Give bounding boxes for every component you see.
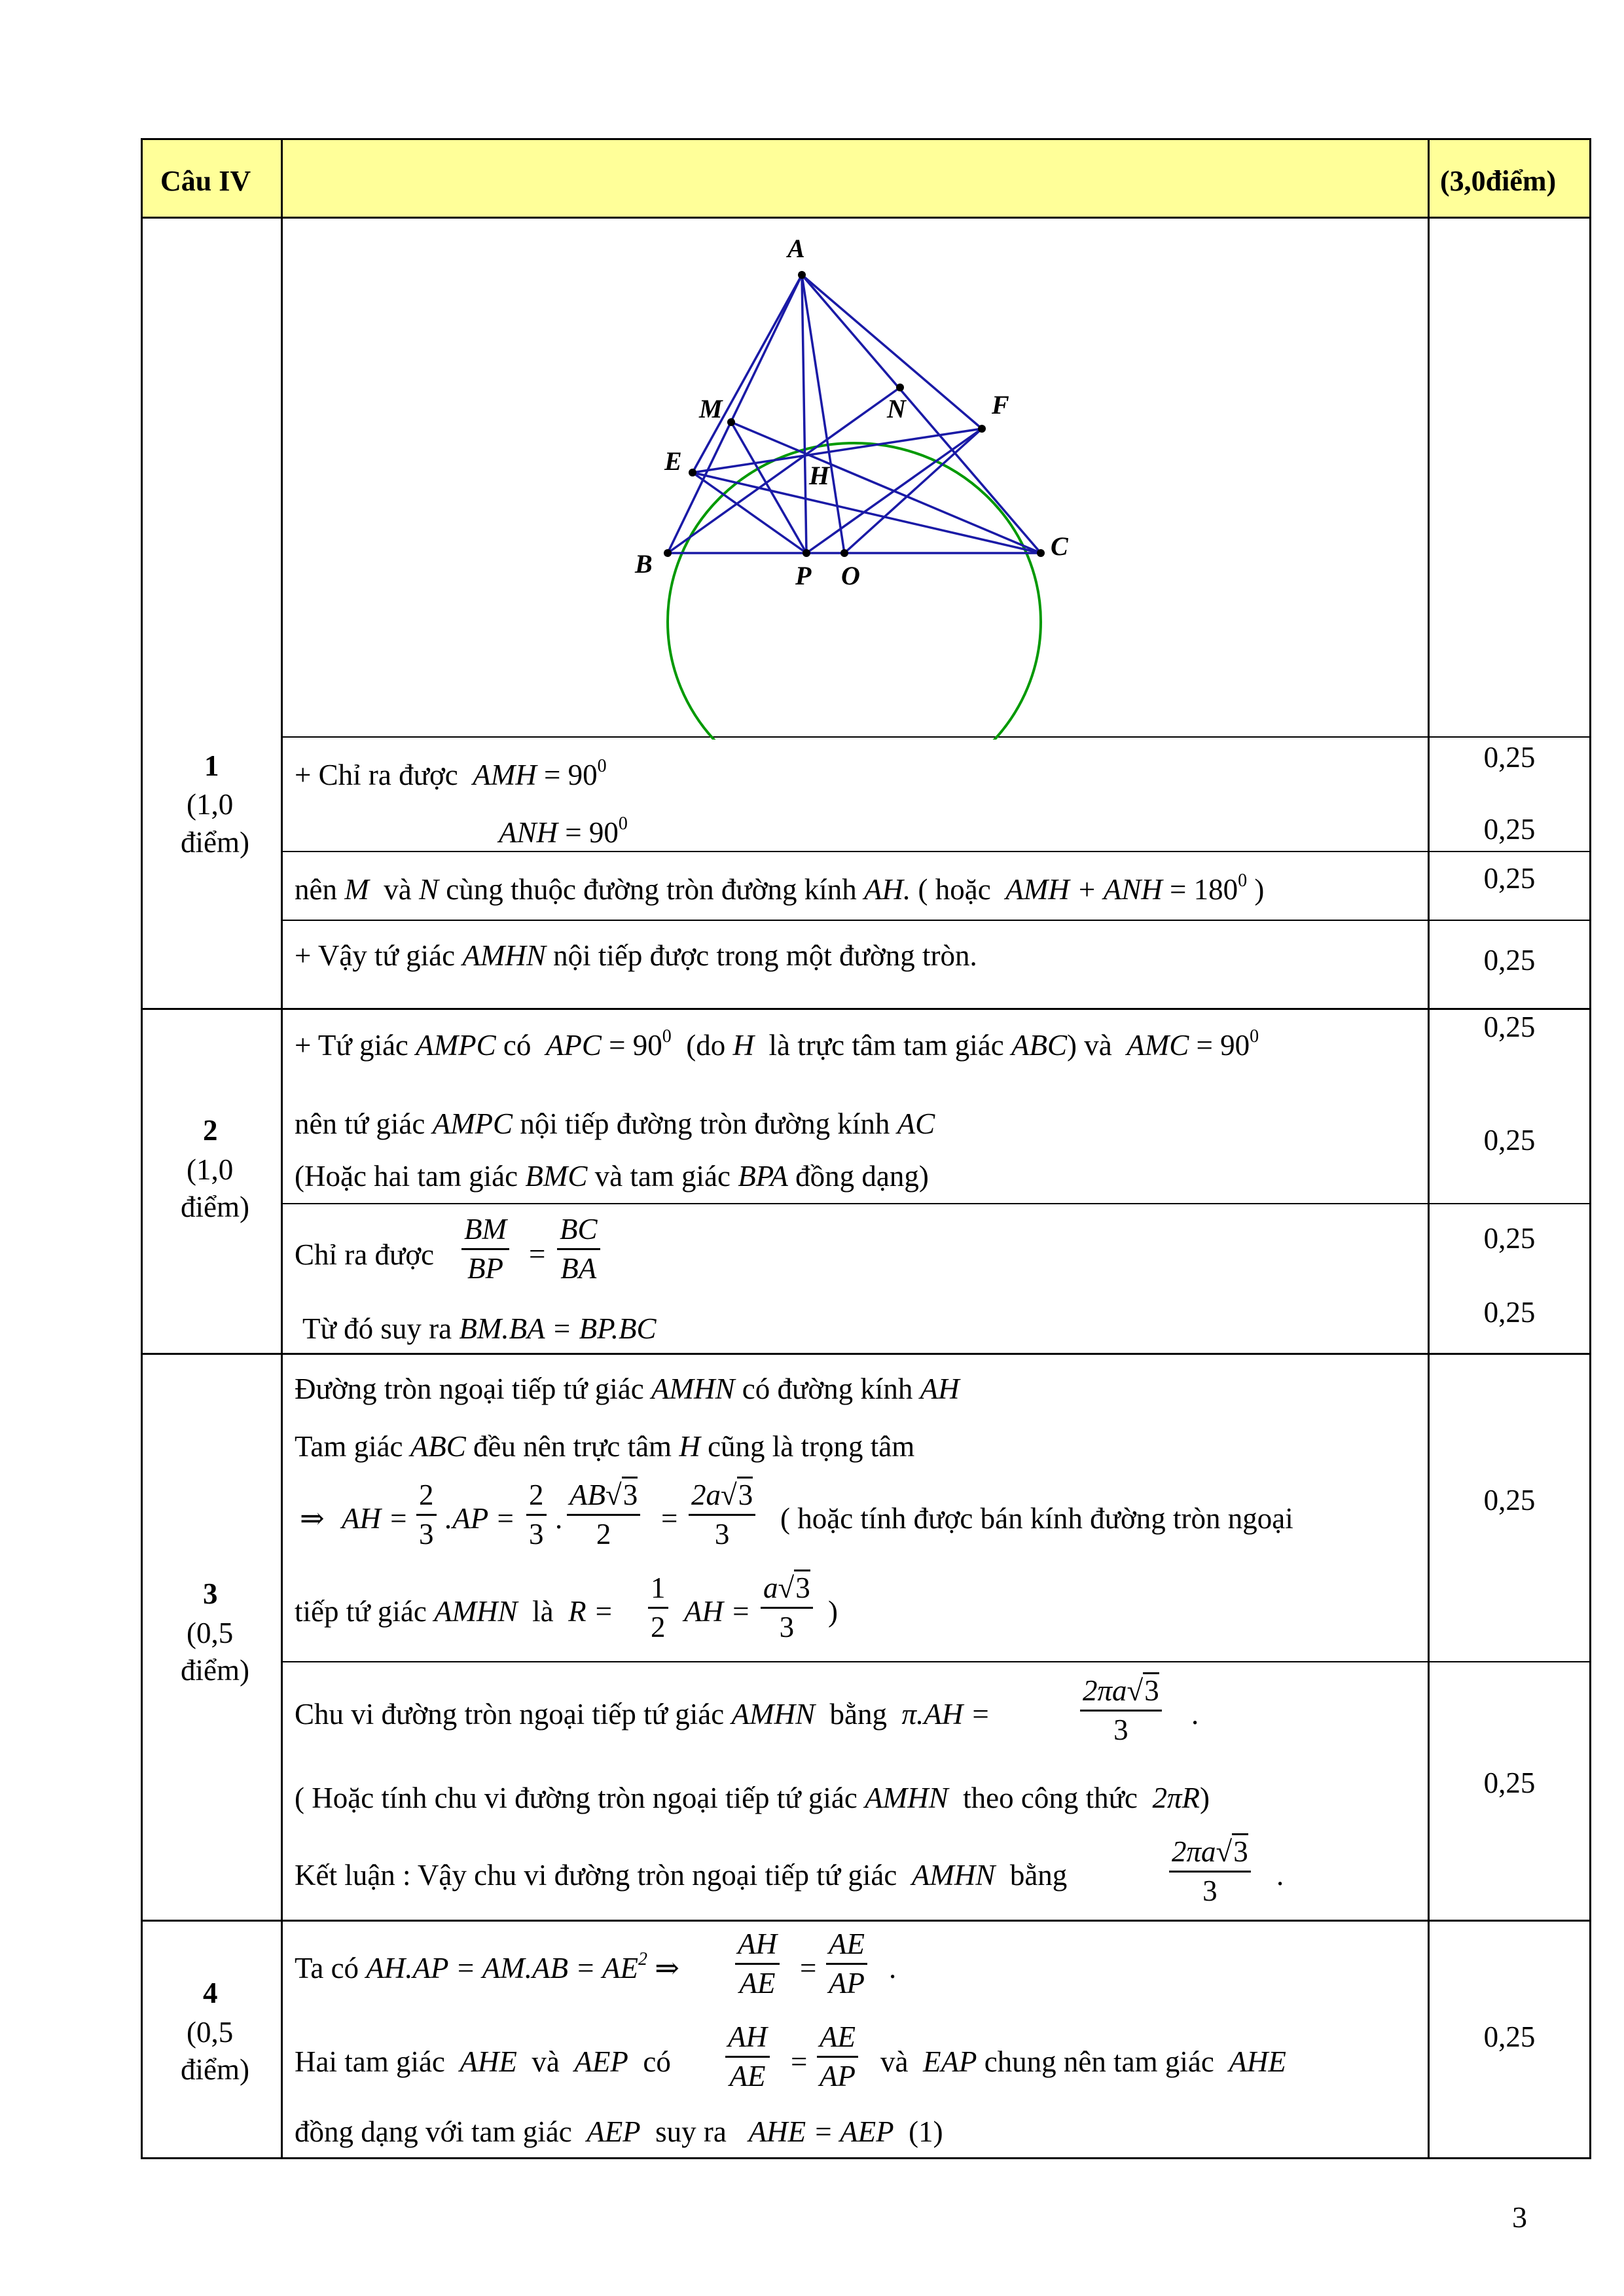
part3-line7: Kết luận : Vậy chu vi đường tròn ngoại tiếp tứ giác AMHN bằng [295, 1859, 1068, 1892]
part3-line3-tail: ( hoặc tính được bán kính đường tròn ngoại [780, 1502, 1293, 1535]
part3-ah-eq-2: AH = [684, 1595, 751, 1628]
implies-arrow: ⇒ [300, 1502, 325, 1535]
part2-score-3: 0,25 [1483, 1222, 1536, 1255]
segment-EC [693, 473, 1041, 553]
part3-line5: Chu vi đường tròn ngoại tiếp tứ giác AMHN bằng π.AH = [295, 1698, 990, 1731]
column-divider-1 [281, 139, 283, 2159]
segment-AP [802, 275, 806, 553]
part3-frac-2a-sqrt3: 2a√3 3 [689, 1480, 755, 1549]
sub-divider-1a [281, 851, 1591, 852]
part3-line7-dot: . [1276, 1859, 1284, 1892]
part1-line3: nên M và N cùng thuộc đường tròn đường kính AH. ( hoặc AMH + ANH = $180^0$ ) [295, 870, 1265, 906]
sub-divider-3a [281, 1661, 1591, 1662]
part3-line4: tiếp tứ giác AMHN là R = [295, 1595, 614, 1628]
total-score: (3,0điểm) [1440, 165, 1557, 197]
part3-ap-eq: .AP = [445, 1502, 516, 1535]
part2-line5: Từ đó suy ra BM.BA = BP.BC [302, 1312, 657, 1345]
label-F: F [992, 390, 1009, 420]
part3-line5-dot: . [1191, 1698, 1199, 1731]
part4-frac-ah-ae: AH AE [735, 1929, 780, 1998]
part2-unit: điểm) [181, 1191, 249, 1223]
part1-line1: + Chỉ ra được AMH = $90^0$ [295, 756, 607, 791]
sub-divider-2a [281, 1203, 1591, 1204]
part3-frac-2-3-b: 2 3 [526, 1480, 547, 1549]
part1-score-1: 0,25 [1483, 741, 1536, 774]
part4-eq-2: = [791, 2045, 808, 2078]
part1-line2: ANH = $90^0$ [499, 814, 628, 849]
part4-number: 4 [203, 1977, 218, 2009]
row-divider-part3 [141, 1353, 1591, 1355]
part3-dot: . [555, 1502, 563, 1535]
part4-score-1: 0,25 [1483, 2020, 1536, 2053]
part3-unit: điểm) [181, 1654, 249, 1687]
part2-score-1: 0,25 [1483, 1011, 1536, 1043]
part3-frac-circumference-1: 2πa√3 3 [1080, 1676, 1162, 1745]
label-M: M [699, 394, 723, 423]
part1-points: (1,0 [187, 788, 234, 821]
part3-line4-close: ) [828, 1595, 838, 1628]
part4-line2-b: và EAP chung nên tam giác AHE [880, 2045, 1286, 2078]
part4-line3: đồng dạng với tam giác AEP suy ra AHE = AEP (1) [295, 2115, 943, 2148]
part3-line1: Đường tròn ngoại tiếp tứ giác AMHN có đường kính AH [295, 1372, 960, 1405]
part4-frac-ae-ap-2: AE AP [817, 2022, 858, 2091]
part1-score-3: 0,25 [1483, 862, 1536, 895]
part3-eq: = [661, 1502, 678, 1535]
part2-score-2: 0,25 [1483, 1124, 1536, 1157]
label-N: N [887, 394, 906, 423]
part4-unit: điểm) [181, 2053, 249, 2086]
table-border-top [141, 138, 1591, 140]
part2-line1: + Tứ giác AMPC có APC = $90^0$ (do H là trực tâm tam giác ABC) và AMC = $90^0$ [295, 1026, 1259, 1062]
part2-points: (1,0 [187, 1153, 234, 1186]
table-border-left [141, 139, 143, 2159]
segment-MP [731, 422, 806, 553]
label-E: E [664, 446, 682, 476]
label-A: A [787, 234, 805, 263]
label-C: C [1051, 531, 1068, 561]
part3-frac-ab-sqrt3: AB√3 2 [567, 1480, 640, 1549]
part3-ah-eq: AH = [342, 1502, 408, 1535]
geometry-figure [615, 229, 1113, 740]
part1-score-2: 0,25 [1483, 813, 1536, 846]
part3-score-1: 0,25 [1483, 1484, 1536, 1516]
part3-frac-1-2: 1 2 [648, 1573, 668, 1642]
part2-line4-label: Chỉ ra được [295, 1238, 435, 1271]
row-divider-header [141, 217, 1591, 219]
part3-frac-a-sqrt3: a√3 3 [761, 1573, 813, 1642]
part1-score-4: 0,25 [1483, 944, 1536, 977]
label-B: B [635, 549, 653, 579]
part2-score-4: 0,25 [1483, 1296, 1536, 1329]
part4-points: (0,5 [187, 2016, 234, 2049]
part4-line1-dot: . [889, 1952, 897, 1984]
part3-number: 3 [203, 1577, 218, 1610]
part2-eq: = [529, 1238, 546, 1270]
label-O: O [841, 561, 860, 590]
page-number: 3 [1512, 2200, 1527, 2234]
part3-line6: ( Hoặc tính chu vi đường tròn ngoại tiếp tứ giác AMHN theo công thức 2πR) [295, 1782, 1210, 1814]
label-H: H [809, 461, 830, 490]
part2-line2: nên tứ giác AMPC nội tiếp đường tròn đường kính AC [295, 1107, 935, 1140]
header-row-bg [141, 139, 1590, 217]
sub-divider-1b [281, 920, 1591, 921]
part1-number: 1 [204, 749, 219, 782]
row-divider-part2 [141, 1008, 1591, 1010]
part3-frac-2-3-a: 2 3 [416, 1480, 437, 1549]
part3-score-2: 0,25 [1483, 1767, 1536, 1799]
part1-unit: điểm) [181, 826, 249, 859]
part4-eq-1: = [800, 1952, 817, 1984]
part4-frac-ah-ae-2: AH AE [725, 2022, 770, 2091]
row-divider-part4 [141, 1920, 1591, 1922]
part3-points: (0,5 [187, 1617, 234, 1649]
part2-frac-bc-ba: BC BA [557, 1215, 600, 1283]
part3-frac-circumference-2: 2πa√3 3 [1169, 1837, 1251, 1906]
label-P: P [795, 561, 812, 590]
part2-number: 2 [203, 1114, 218, 1147]
part1-line4: + Vậy tứ giác AMHN nội tiếp được trong một đường tròn. [295, 939, 977, 972]
part4-line1: Ta có $AH.AP = AM.AB = AE^2$ ⇒ [295, 1949, 679, 1984]
part2-frac-bm-bp: BM BP [461, 1215, 509, 1283]
question-label: Câu IV [160, 165, 251, 197]
part2-line3: (Hoặc hai tam giác BMC và tam giác BPA đồng dạng) [295, 1160, 929, 1193]
segment-AE [693, 275, 802, 473]
part4-line2-a: Hai tam giác AHE và AEP có [295, 2045, 671, 2078]
part4-frac-ae-ap: AE AP [826, 1929, 867, 1998]
table-border-bottom [141, 2157, 1591, 2159]
part3-line2: Tam giác ABC đều nên trực tâm H cũng là trọng tâm [295, 1430, 915, 1463]
